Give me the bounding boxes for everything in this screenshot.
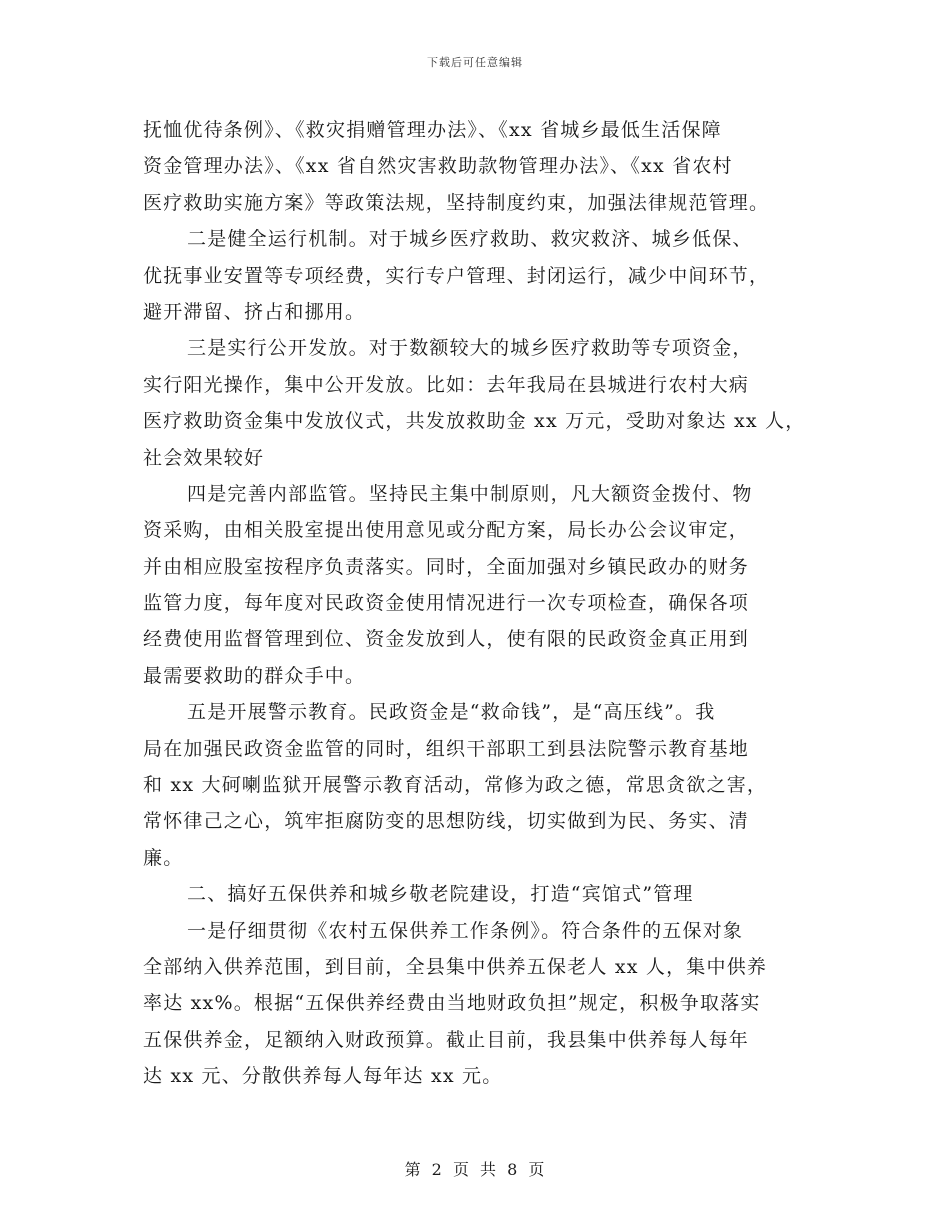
text-line: 最需要救助的群众手中。 bbox=[143, 664, 366, 687]
text-line: 和 xx 大砢喇监狱开展警示教育活动，常修为政之德，常思贪欲之害， bbox=[143, 774, 768, 797]
text-line: 资金管理办法》、《xx 省自然灾害救助款物管理办法》、《xx 省农村 bbox=[143, 155, 733, 178]
text-line: 经费使用监督管理到位、资金发放到人，使有限的民政资金真正用到 bbox=[143, 628, 750, 651]
text-line: 医疗救助资金集中发放仪式，共发放救助金 xx 万元，受助对象达 xx 人， bbox=[143, 410, 806, 433]
section-heading: 二、搞好五保供养和城乡敬老院建设，打造“宾馆式”管理 bbox=[187, 883, 694, 906]
text-line: 避开滞留、挤占和挪用。 bbox=[143, 300, 366, 323]
paragraph-start-line: 二是健全运行机制。对于城乡医疗救助、救灾救济、城乡低保、 bbox=[187, 228, 753, 251]
text-line: 全部纳入供养范围，到目前，全县集中供养五保老人 xx 人，集中供养 bbox=[143, 955, 768, 978]
text-line: 五保供养金，足额纳入财政预算。截止目前，我县集中供养每人每年 bbox=[143, 1028, 750, 1051]
paragraph-start-line: 四是完善内部监管。坚持民主集中制原则，凡大额资金拨付、物 bbox=[187, 482, 753, 505]
paragraph-start-line: 五是开展警示教育。民政资金是“救命钱”，是“高压线”。我 bbox=[187, 701, 716, 724]
text-line: 廉。 bbox=[143, 846, 184, 869]
text-line: 抚恤优待条例》、《救灾捐赠管理办法》、《xx 省城乡最低生活保障 bbox=[143, 119, 722, 141]
text-line: 社会效果较好 bbox=[143, 446, 265, 469]
text-line: 监管力度，每年度对民政资金使用情况进行一次专项检查，确保各项 bbox=[143, 592, 750, 615]
paragraph-start-line: 一是仔细贯彻《农村五保供养工作条例》。符合条件的五保对象 bbox=[187, 919, 744, 942]
text-line: 率达 xx%。根据“五保供养经费由当地财政负担”规定，积极争取落实 bbox=[143, 992, 761, 1015]
text-line: 资采购，由相关股室提出使用意见或分配方案，局长办公会议审定， bbox=[143, 519, 750, 542]
document-body bbox=[143, 112, 823, 1095]
text-line: 医疗救助实施方案》等政策法规，坚持制度约束，加强法律规范管理。 bbox=[143, 191, 770, 214]
text-line: 局在加强民政资金监管的同时，组织干部职工到县法院警示教育基地 bbox=[143, 737, 750, 760]
text-line: 并由相应股室按程序负责落实。同时，全面加强对乡镇民政办的财务 bbox=[143, 555, 750, 578]
text-line: 优抚事业安置等专项经费，实行专户管理、封闭运行，减少中间环节， bbox=[143, 264, 770, 287]
download-note-header: 下载后可任意编辑 bbox=[427, 56, 523, 69]
text-line: 常怀律己之心，筑牢拒腐防变的思想防线，切实做到为民、务实、清 bbox=[143, 810, 750, 833]
text-line: 达 xx 元、分散供养每人每年达 xx 元。 bbox=[143, 1065, 503, 1088]
page-number-footer: 第 2 页 共 8 页 bbox=[404, 1160, 546, 1179]
paragraph-start-line: 三是实行公开发放。对于数额较大的城乡医疗救助等专项资金， bbox=[187, 337, 753, 360]
text-line: 实行阳光操作，集中公开发放。比如：去年我局在县城进行农村大病 bbox=[143, 373, 750, 396]
